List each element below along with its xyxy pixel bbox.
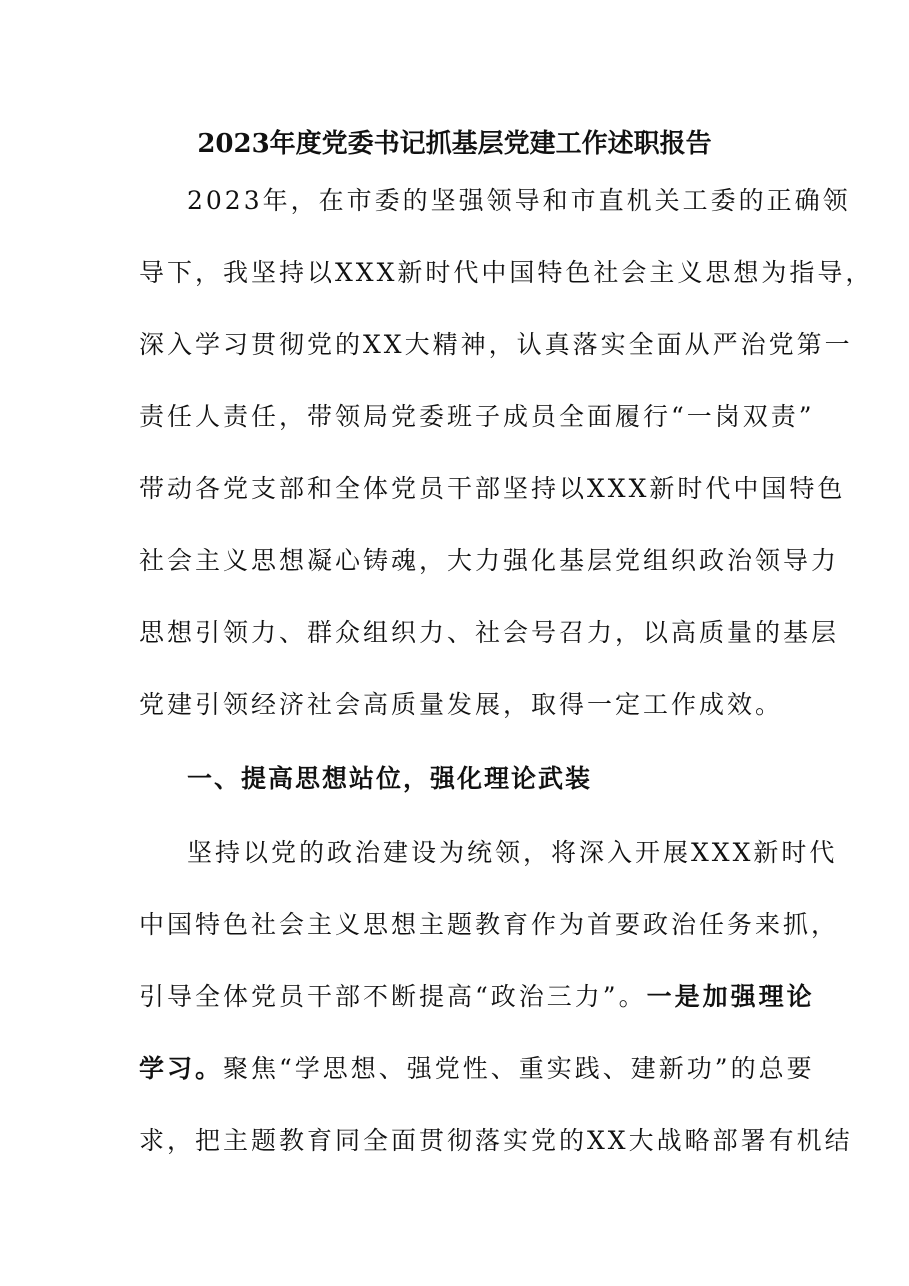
intro-line-7: 思想引领力、群众组织力、社会号召力，以高质量的基层 (139, 618, 840, 647)
section-1-line-3-emphasis: 一是加强理论 (646, 982, 815, 1011)
section-1-line-1: 坚持以党的政治建设为统领，将深入开展XXX新时代 (187, 838, 838, 867)
section-1-line-3-text: 引导全体党员干部不断提高“政治三力”。 (139, 982, 647, 1011)
intro-line-1: 2023年，在市委的坚强领导和市直机关工委的正确领 (187, 186, 851, 215)
section-1-heading: 一、提高思想站位，强化理论武装 (187, 764, 593, 793)
section-1-line-3 (139, 980, 815, 1014)
section-1-line-4-emphasis: 学习。 (139, 1054, 224, 1083)
intro-line-6: 社会主义思想凝心铸魂，大力强化基层党组织政治领导力 (139, 546, 840, 575)
intro-line-2: 导下，我坚持以XXX新时代中国特色社会主义思想为指导， (139, 258, 874, 287)
section-1-line-4-text: 聚焦“学思想、强党性、重实践、建新功”的总要 (223, 1054, 815, 1083)
section-1-line-5: 求，把主题教育同全面贯彻落实党的XX大战略部署有机结 (139, 1126, 853, 1155)
document-title: 2023年度党委书记抓基层党建工作述职报告 (197, 129, 712, 159)
intro-line-4: 责任人责任，带领局党委班子成员全面履行“一岗双责” (139, 402, 815, 431)
intro-line-5: 带动各党支部和全体党员干部坚持以XXX新时代中国特色 (139, 474, 846, 503)
section-1-line-2: 中国特色社会主义思想主题教育作为首要政治任务来抓， (139, 910, 840, 939)
intro-line-8: 党建引领经济社会高质量发展，取得一定工作成效。 (139, 690, 784, 719)
section-1-line-4 (139, 1052, 815, 1086)
intro-line-3: 深入学习贯彻党的XX大精神，认真落实全面从严治党第一 (139, 330, 853, 359)
